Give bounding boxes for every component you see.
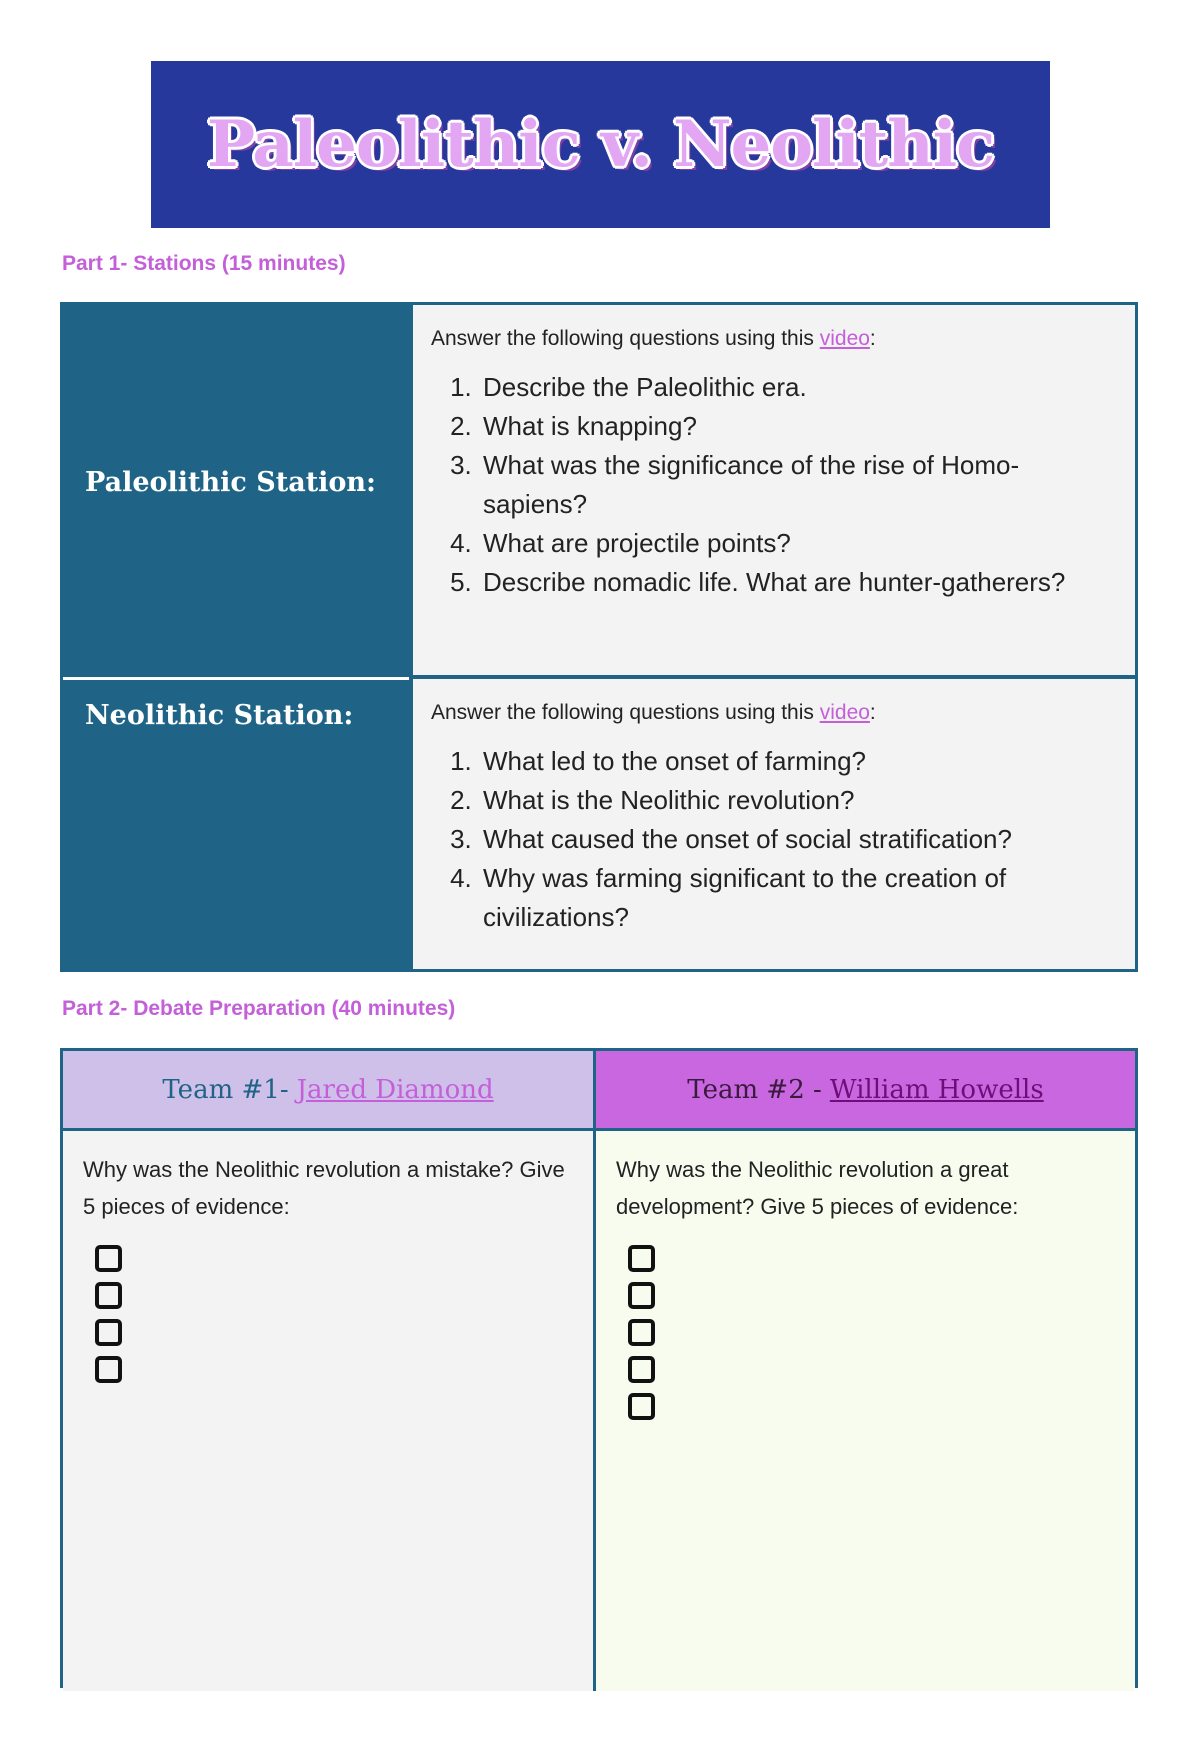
instruction-colon: : xyxy=(869,701,876,724)
instruction-text: Answer the following questions using this xyxy=(431,701,820,724)
team1-header xyxy=(63,1051,593,1128)
team2-prompt: Why was the Neolithic revolution a great development? Give 5 pieces of evidence: xyxy=(616,1157,1019,1219)
paleolithic-station-label: Paleolithic Station: xyxy=(85,467,377,498)
paleolithic-instruction xyxy=(431,325,1117,352)
title-banner xyxy=(151,61,1050,228)
checkbox-icon[interactable] xyxy=(628,1319,655,1346)
question-item: 5. Describe nomadic life. What are hunter-gatherers? xyxy=(479,563,1117,602)
question-item: 3. What was the significance of the rise of Homo-sapiens? xyxy=(479,446,1117,524)
neolithic-station-label: Neolithic Station: xyxy=(85,700,354,731)
paleolithic-video-link[interactable]: video xyxy=(819,327,870,350)
part2-heading: Part 2- Debate Preparation (40 minutes) xyxy=(62,997,456,1020)
team2-header xyxy=(596,1051,1135,1128)
question-item: 4. Why was farming significant to the creation of civilizations? xyxy=(479,859,1117,937)
checkbox-icon[interactable] xyxy=(628,1245,655,1272)
question-item: 1. What led to the onset of farming? xyxy=(479,742,1117,781)
checkbox-icon[interactable] xyxy=(628,1282,655,1309)
question-item: 4. What are projectile points? xyxy=(479,524,1117,563)
team1-name-link[interactable]: Jared Diamond xyxy=(296,1074,494,1105)
instruction-colon: : xyxy=(869,327,876,350)
question-item: 1. Describe the Paleolithic era. xyxy=(479,368,1117,407)
debate-table xyxy=(60,1048,1138,1688)
team1-checkbox-list xyxy=(83,1245,573,1383)
question-item: 2. What is the Neolithic revolution? xyxy=(479,781,1117,820)
team1-prompt: Why was the Neolithic revolution a mistake? Give 5 pieces of evidence: xyxy=(83,1157,565,1219)
paleolithic-content-cell xyxy=(413,305,1135,675)
checkbox-icon[interactable] xyxy=(95,1319,122,1346)
checkbox-icon[interactable] xyxy=(95,1245,122,1272)
checkbox-icon[interactable] xyxy=(628,1356,655,1383)
team2-checkbox-list xyxy=(616,1245,1115,1420)
team1-prefix: Team #1- xyxy=(162,1074,289,1105)
question-item: 3. What caused the onset of social stratification? xyxy=(479,820,1117,859)
neolithic-video-link[interactable]: video xyxy=(819,701,870,724)
stations-table xyxy=(60,302,1138,972)
checkbox-icon[interactable] xyxy=(628,1393,655,1420)
neolithic-instruction xyxy=(431,699,1117,726)
paleolithic-question-list xyxy=(431,368,1117,602)
neolithic-question-list xyxy=(431,742,1117,937)
neolithic-content-cell xyxy=(413,679,1135,969)
paleolithic-label-cell xyxy=(63,305,409,677)
checkbox-icon[interactable] xyxy=(95,1356,122,1383)
team2-prefix: Team #2 - xyxy=(687,1074,822,1105)
question-item: 2. What is knapping? xyxy=(479,407,1117,446)
part1-heading: Part 1- Stations (15 minutes) xyxy=(62,252,346,275)
team2-body xyxy=(596,1131,1135,1691)
neolithic-label-cell xyxy=(63,680,409,969)
instruction-text: Answer the following questions using this xyxy=(431,327,820,350)
team2-name-link[interactable]: William Howells xyxy=(829,1074,1044,1105)
page-title: Paleolithic v. Neolithic xyxy=(206,107,995,182)
team1-body xyxy=(63,1131,593,1691)
checkbox-icon[interactable] xyxy=(95,1282,122,1309)
column-divider xyxy=(593,1051,596,1691)
